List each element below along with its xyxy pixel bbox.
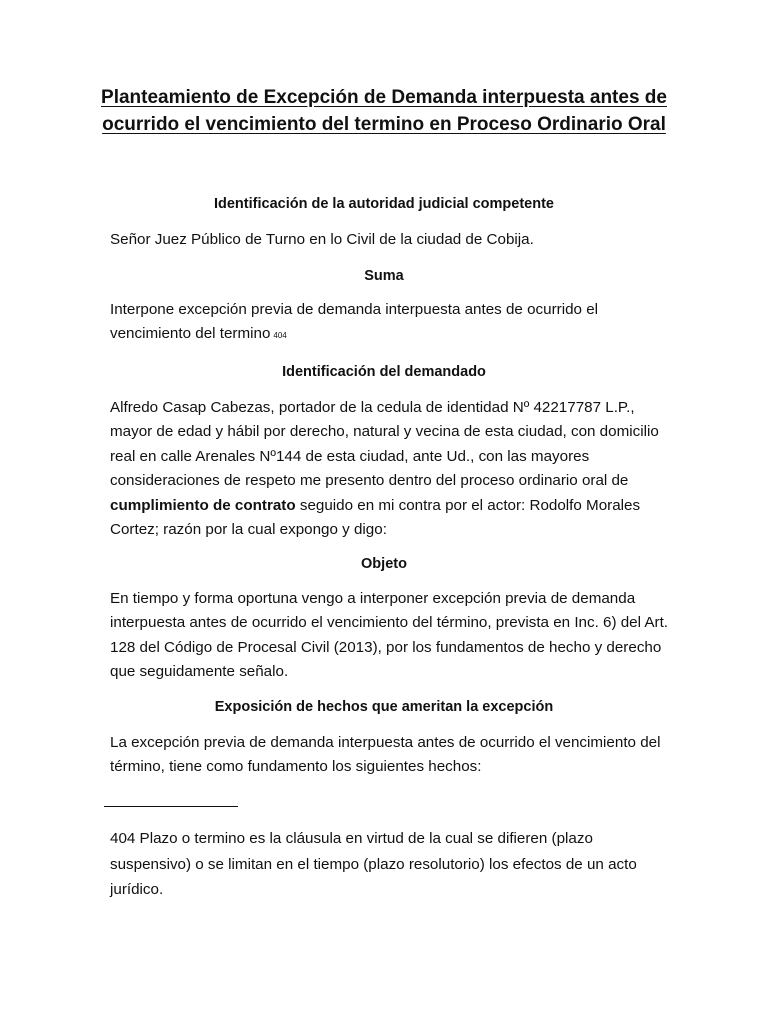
footnote-reference: 404 (273, 331, 287, 341)
heading-objeto: Objeto (361, 556, 407, 572)
demandado-text-end: seguido en mi contra por el actor: Rodolfo Morales Cortez; razón por la cual expongo y digo: (110, 496, 641, 539)
heading-suma: Suma (364, 268, 404, 284)
footnote-404: 404 Plazo o termino es la cláusula en virtud de la cual se difieren (plazo suspensivo) o se limitan en el tiempo (plazo resolutorio) los efectos de un acto jurídico. (110, 830, 637, 898)
suma-text: Interpone excepción previa de demanda interpuesta antes de ocurrido el vencimiento del termino (110, 301, 599, 343)
document-title: Planteamiento de Excepción de Demanda interpuesta antes de ocurrido el vencimiento del termino en Proceso Ordinario Oral (101, 87, 667, 135)
demandado-text-bold: cumplimiento de contrato (110, 496, 296, 514)
footnote-separator (104, 806, 238, 807)
heading-hechos: Exposición de hechos que ameritan la excepción (214, 699, 554, 715)
paragraph-hechos: La excepción previa de demanda interpuesta antes de ocurrido el vencimiento del término, tiene como fundamento los siguientes hechos: (110, 734, 661, 776)
paragraph-demandado (110, 396, 670, 542)
heading-demandado: Identificación del demandado (282, 364, 486, 380)
heading-autoridad: Identificación de la autoridad judicial competente (213, 196, 554, 212)
paragraph-objeto: En tiempo y forma oportuna vengo a interponer excepción previa de demanda interpuesta antes de ocurrido el vencimiento del término, prevista en Inc. 6) del Art. 128 del Código de Procesal Civil (2013), por los fundamentos de hecho y derecho que seguidamente señalo. (110, 590, 669, 681)
demandado-text-start: Alfredo Casap Cabezas, portador de la cedula de identidad Nº 42217787 L.P., mayor de edad y hábil por derecho, natural y vecina de esta ciudad, con domicilio real en calle Arenales Nº144 de esta ciudad, ante Ud., con las mayores consideraciones de respeto me presento dentro del proceso ordinario oral de (110, 399, 659, 490)
paragraph-autoridad: Señor Juez Público de Turno en lo Civil de la ciudad de Cobija. (110, 231, 534, 248)
paragraph-suma (110, 298, 670, 349)
